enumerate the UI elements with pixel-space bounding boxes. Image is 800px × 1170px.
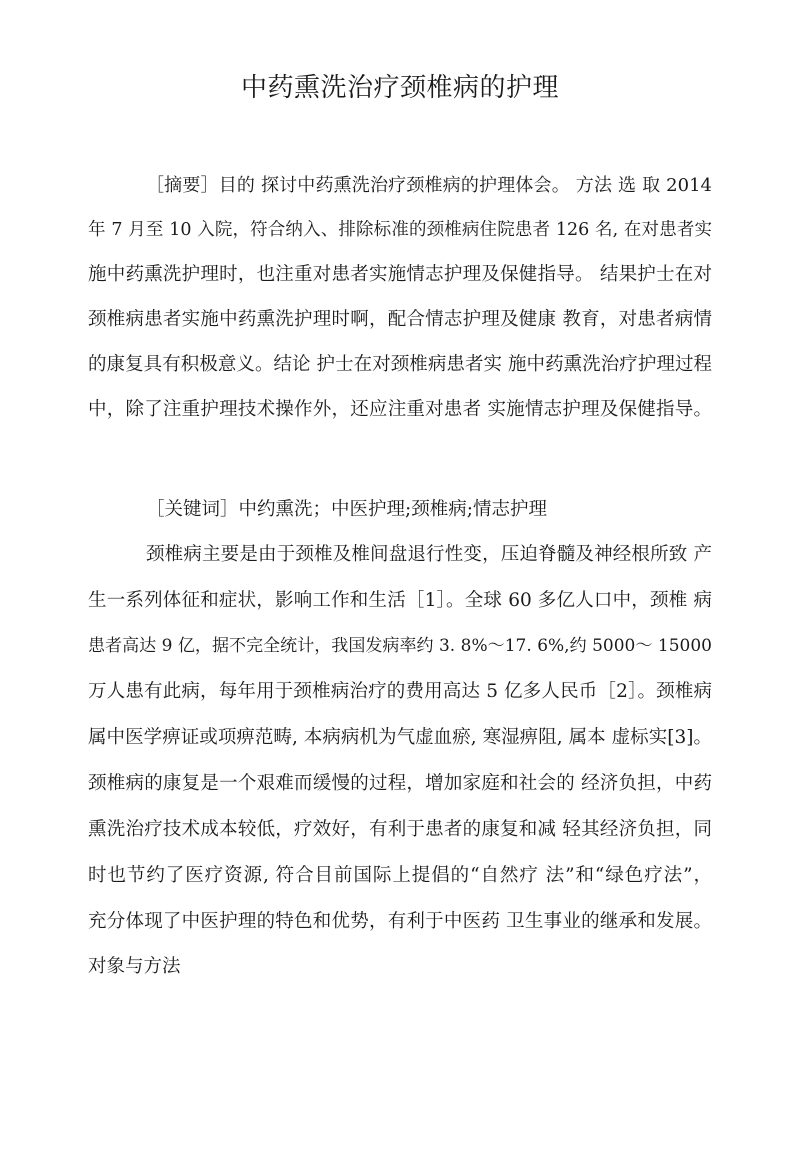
abstract-line: 施中药熏洗护理时，也注重对患者实施情志护理及保健指导。 结果护士在对 <box>88 264 712 285</box>
body-line: 万人患有此病，每年用于颈椎病治疗的费用高达 5 亿多人民币［2］。颈椎病 <box>88 681 712 702</box>
abstract-line: ［摘要］目的 探讨中药熏洗治疗颈椎病的护理体会。 方法 选 取 2014 <box>146 175 712 196</box>
section-heading: 对象与方法 <box>88 956 181 977</box>
abstract-line: 颈椎病患者实施中药熏洗护理时啊，配合情志护理及健康 教育，对患者病情 <box>88 309 712 330</box>
body-line: 颈椎病的康复是一个艰难而缓慢的过程，增加家庭和社会的 经济负担，中药 <box>88 773 712 794</box>
abstract-line: 的康复具有积极意义。结论 护士在对颈椎病患者实 施中药熏洗治疗护理过程 <box>88 354 712 375</box>
keywords-line: ［关键词］中约熏洗；中医护理;颈椎病;情志护理 <box>146 499 547 520</box>
body-line: 颈椎病主要是由于颈椎及椎间盘退行性变，压迫脊髓及神经根所致 产 <box>146 544 712 565</box>
body-line: 时也节约了医疗资源, 符合目前国际上提倡的“自然疗 法”和“绿色疗法”， <box>88 865 712 886</box>
abstract-line: 年 7 月至 10 入院，符合纳入、排除标准的颈椎病住院患者 126 名, 在对患者实 <box>88 220 712 240</box>
body-line: 患者高达 9 亿，据不完全统计，我国发病率约 3. 8%～17. 6%,约 5000～ 15000 <box>88 636 712 656</box>
abstract-line: 中，除了注重护理技术操作外，还应注重对患者 实施情志护理及保健指导。 <box>88 399 712 420</box>
body-line: 生一系列体征和症状，影响工作和生活［1］。全球 60 多亿人口中，颈椎 病 <box>88 590 712 611</box>
body-line: 充分体现了中医护理的特色和优势，有利于中医药 卫生事业的继承和发展。 <box>88 911 712 932</box>
page-title: 中药熏洗治疗颈椎病的护理 <box>240 73 559 103</box>
body-line: 属中医学痹证或项痹范畴, 本病病机为气虚血瘀, 寒湿痹阻, 属本 虚标实[3]。 <box>88 727 712 748</box>
body-line: 熏洗治疗技术成本较低，疗效好，有利于患者的康复和减 轻其经济负担，同 <box>88 819 712 840</box>
